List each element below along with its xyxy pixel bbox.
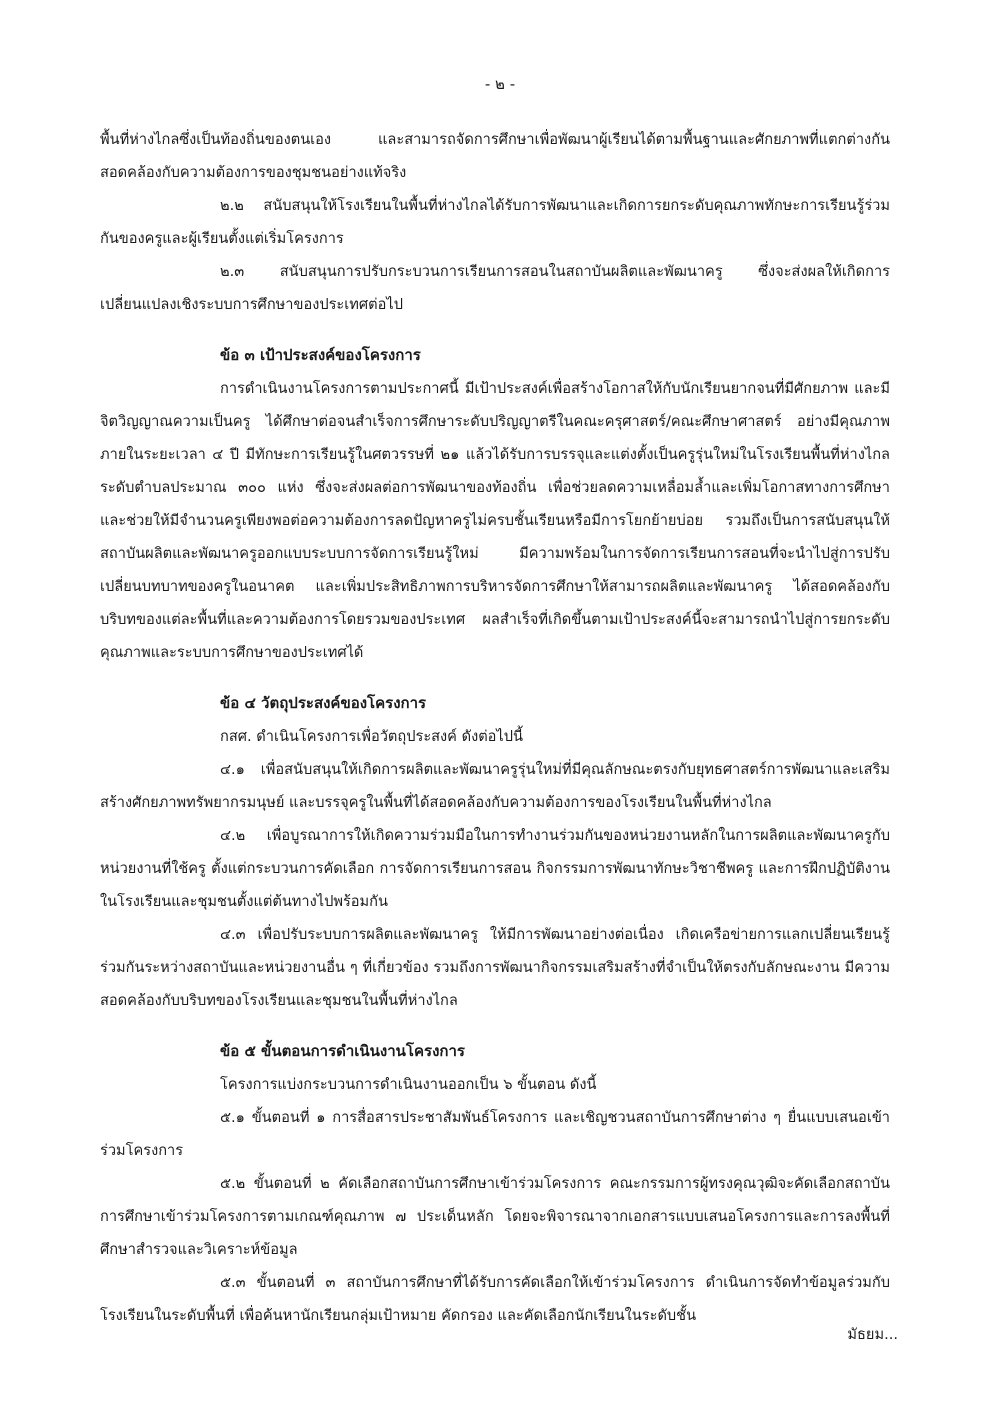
page-continuation: มัธยม... [847,1326,898,1343]
paragraph: ๔.๑ เพื่อสนับสนุนให้เกิดการผลิตและพัฒนาครูรุ่นใหม่ที่มีคุณลักษณะตรงกับยุทธศาสตร์การพัฒนาและเสริมสร้างศักยภาพทรัพยากรมนุษย์ และบรรจุครูในพื้นที่ได้สอดคล้องกับความต้องการของโรงเรียนในพื้นที่ห่างไกล [100,761,890,811]
paragraph: ๒.๒ สนับสนุนให้โรงเรียนในพื้นที่ห่างไกลได้รับการพัฒนาและเกิดการยกระดับคุณภาพทักษะการเรียนรู้ร่วมกันของครูและผู้เรียนตั้งแต่เริ่มโครงการ [100,197,890,247]
paragraph: ๔.๒ เพื่อบูรณาการให้เกิดความร่วมมือในการทำงานร่วมกันของหน่วยงานหลักในการผลิตและพัฒนาครูกับหน่วยงานที่ใช้ครู ตั้งแต่กระบวนการคัดเลือก การจัดการเรียนการสอน กิจกรรมการพัฒนาทักษะวิชาชีพครู และการฝึกปฏิบัติงานในโรงเรียนและชุมชนตั้งแต่ต้นทางไปพร้อมกัน [100,827,890,910]
section-heading: ข้อ ๓ เป้าประสงค์ของโครงการ [220,346,421,364]
paragraph: ๕.๑ ขั้นตอนที่ ๑ การสื่อสารประชาสัมพันธ์โครงการ และเชิญชวนสถาบันการศึกษาต่าง ๆ ยื่นแบบเสนอเข้าร่วมโครงการ [100,1109,890,1159]
document-body [100,123,890,1332]
paragraph: กสศ. ดำเนินโครงการเพื่อวัตถุประสงค์ ดังต่อไปนี้ [220,728,524,745]
paragraph: ๕.๒ ขั้นตอนที่ ๒ คัดเลือกสถาบันการศึกษาเข้าร่วมโครงการ คณะกรรมการผู้ทรงคุณวุฒิจะคัดเลือกสถาบันการศึกษาเข้าร่วมโครงการตามเกณฑ์คุณภาพ ๗ ประเด็นหลัก โดยจะพิจารณาจากเอกสารแบบเสนอโครงการและการลงพื้นที่ศึกษาสำรวจและวิเคราะห์ข้อมูล [100,1175,890,1258]
paragraph: พื้นที่ห่างไกลซึ่งเป็นท้องถิ่นของตนเอง และสามารถจัดการศึกษาเพื่อพัฒนาผู้เรียนได้ตามพื้นฐานและศักยภาพที่แตกต่างกันสอดคล้องกับความต้องการของชุมชนอย่างแท้จริง [100,131,890,181]
section-heading: ข้อ ๔ วัตถุประสงค์ของโครงการ [220,694,427,712]
paragraph: ๔.๓ เพื่อปรับระบบการผลิตและพัฒนาครู ให้มีการพัฒนาอย่างต่อเนื่อง เกิดเครือข่ายการแลกเปลี่ยนเรียนรู้ร่วมกันระหว่างสถาบันและหน่วยงานอื่น ๆ ที่เกี่ยวข้อง รวมถึงการพัฒนากิจกรรมเสริมสร้างที่จำเป็นให้ตรงกับลักษณะงาน มีความสอดคล้องกับบริบทของโรงเรียนและชุมชนในพื้นที่ห่างไกล [100,926,890,1009]
paragraph: โครงการแบ่งกระบวนการดำเนินงานออกเป็น ๖ ขั้นตอน ดังนี้ [220,1076,597,1093]
section-heading: ข้อ ๕ ขั้นตอนการดำเนินงานโครงการ [220,1042,465,1060]
paragraph: ๕.๓ ขั้นตอนที่ ๓ สถาบันการศึกษาที่ได้รับการคัดเลือกให้เข้าร่วมโครงการ ดำเนินการจัดทำข้อมูลร่วมกับโรงเรียนในระดับพื้นที่ เพื่อค้นหานักเรียนกลุ่มเป้าหมาย คัดกรอง และคัดเลือกนักเรียนในระดับชั้น [100,1274,890,1324]
paragraph: การดำเนินงานโครงการตามประกาศนี้ มีเป้าประสงค์เพื่อสร้างโอกาสให้กับนักเรียนยากจนที่มีศักยภาพ และมีจิตวิญญาณความเป็นครู ได้ศึกษาต่อจนสำเร็จการศึกษาระดับปริญญาตรีในคณะครุศาสตร์/คณะศึกษาศาสตร์ อย่างมีคุณภาพภายในระยะเวลา ๔ ปี มีทักษะการเรียนรู้ในศตวรรษที่ ๒๑ แล้วได้รับการบรรจุและแต่งตั้งเป็นครูรุ่นใหม่ในโรงเรียนพื้นที่ห่างไกลระดับตำบลประมาณ ๓๐๐ แห่ง ซึ่งจะส่งผลต่อการพัฒนาของท้องถิ่น เพื่อช่วยลดความเหลื่อมล้ำและเพิ่มโอกาสทางการศึกษา และช่วยให้มีจำนวนครูเพียงพอต่อความต้องการลดปัญหาครูไม่ครบชั้นเรียนหรือมีการโยกย้ายบ่อย รวมถึงเป็นการสนับสนุนให้สถาบันผลิตและพัฒนาครูออกแบบระบบการจัดการเรียนรู้ใหม่ มีความพร้อมในการจัดการเรียนการสอนที่จะนำไปสู่การปรับเปลี่ยนบทบาทของครูในอนาคต และเพิ่มประสิทธิภาพการบริหารจัดการศึกษาให้สามารถผลิตและพัฒนาครู ได้สอดคล้องกับบริบทของแต่ละพื้นที่และความต้องการโดยรวมของประเทศ ผลสำเร็จที่เกิดขึ้นตามเป้าประสงค์นี้จะสามารถนำไปสู่การยกระดับคุณภาพและระบบการศึกษาของประเทศได้ [100,380,890,661]
paragraph: ๒.๓ สนับสนุนการปรับกระบวนการเรียนการสอนในสถาบันผลิตและพัฒนาครู ซึ่งจะส่งผลให้เกิดการเปลี่ยนแปลงเชิงระบบการศึกษาของประเทศต่อไป [100,263,890,313]
page-number: - ๒ - [484,75,516,93]
